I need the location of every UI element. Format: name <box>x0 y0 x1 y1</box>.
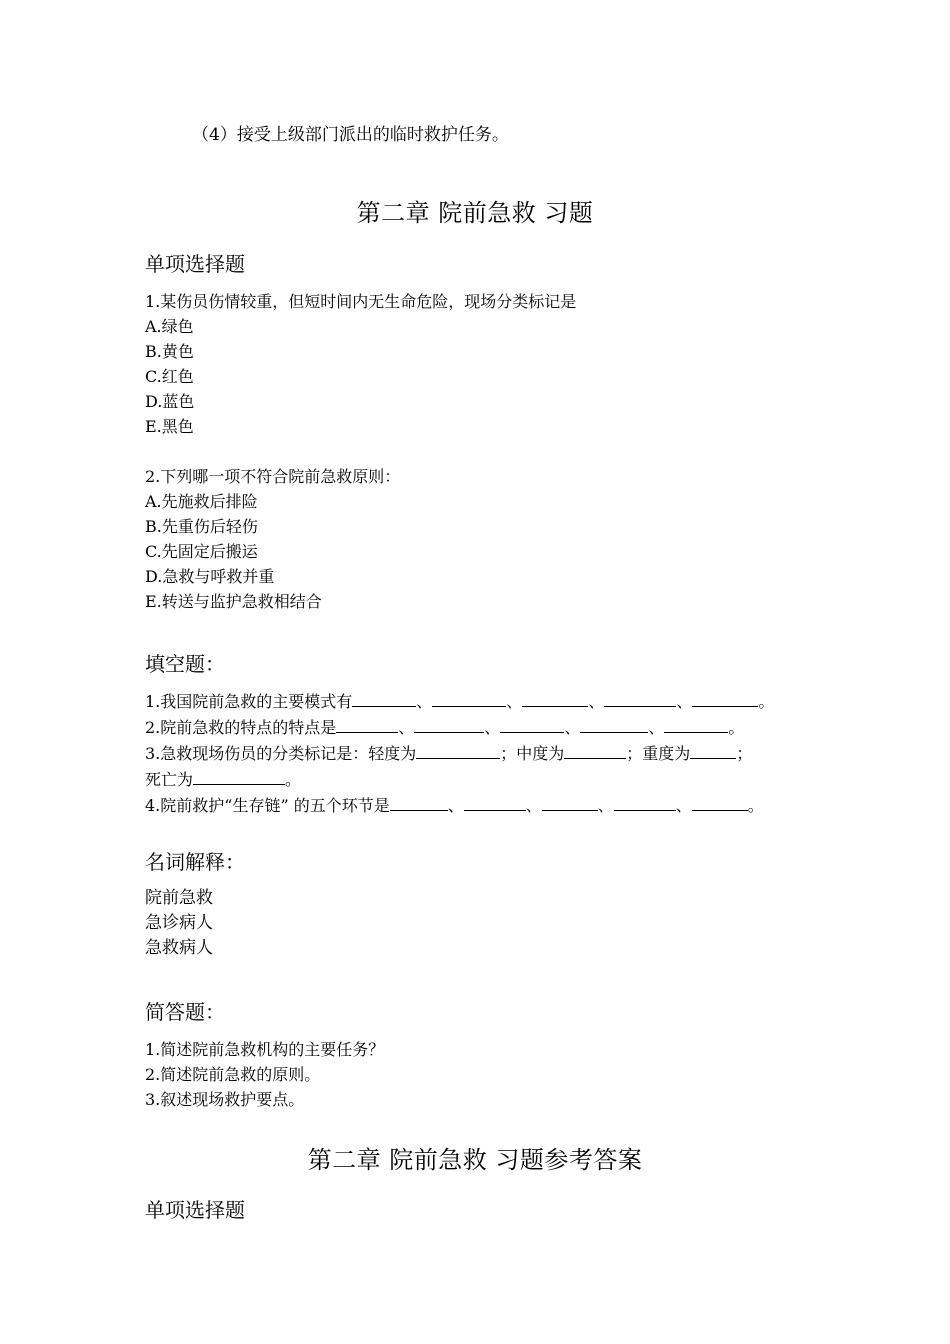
answer-blank <box>432 688 506 707</box>
question-text: 4.院前救护“生存链” 的五个环节是 <box>145 796 390 815</box>
answer-blank <box>500 714 564 733</box>
terms-heading: 名词解释： <box>145 850 245 874</box>
option: B.黄色 <box>145 342 194 361</box>
answer-blank <box>664 714 728 733</box>
fill-question-3-cont <box>145 766 774 792</box>
question-text: 3.急救现场伤员的分类标记是：轻度为 <box>145 744 417 763</box>
answer-blank <box>390 792 448 811</box>
separator: 、 <box>447 796 464 815</box>
period: 。 <box>758 692 775 711</box>
question-text: 2.院前急救的特点的特点是 <box>145 718 337 737</box>
question-text: ； <box>736 744 753 763</box>
mcq-question-1 <box>145 289 576 439</box>
separator: 、 <box>676 692 693 711</box>
separator: 、 <box>525 796 542 815</box>
answer-blank <box>690 740 736 759</box>
term-item: 急救病人 <box>145 938 213 958</box>
fill-heading: 填空题： <box>145 652 225 676</box>
separator: 、 <box>564 718 581 737</box>
option: B.先重伤后轻伤 <box>145 517 258 536</box>
mcq-heading: 单项选择题 <box>145 252 245 276</box>
answer-blank <box>522 688 588 707</box>
fill-question-3 <box>145 740 774 766</box>
answer-blank <box>614 792 676 811</box>
answer-mcq-heading: 单项选择题 <box>145 1198 245 1222</box>
short-answer-item: 2.简述院前急救的原则。 <box>145 1065 321 1084</box>
answer-blank <box>542 792 598 811</box>
separator: 、 <box>648 718 665 737</box>
answer-title: 第二章 院前急救 习题参考答案 <box>307 1146 643 1174</box>
question-text: ；中度为 <box>500 744 565 763</box>
answer-blank <box>336 714 398 733</box>
separator: 、 <box>588 692 605 711</box>
fill-question-4 <box>145 792 774 818</box>
answer-blank <box>692 688 758 707</box>
intro-line: （4）接受上级部门派出的临时救护任务。 <box>192 125 509 145</box>
short-answer-item: 1.简述院前急救机构的主要任务？ <box>145 1040 385 1059</box>
separator: 、 <box>416 692 433 711</box>
question-text: 1.我国院前急救的主要模式有 <box>145 692 353 711</box>
separator: 、 <box>484 718 501 737</box>
chapter-title: 第二章 院前急救 习题 <box>356 199 594 227</box>
option: A.先施救后排险 <box>145 492 258 511</box>
short-answer-item: 3.叙述现场救护要点。 <box>145 1090 305 1109</box>
short-answer-list <box>145 1037 384 1112</box>
answer-blank <box>604 688 676 707</box>
answer-blank <box>564 740 626 759</box>
answer-blank <box>352 688 416 707</box>
answer-blank <box>692 792 748 811</box>
option: E.黑色 <box>145 417 194 436</box>
separator: 、 <box>675 796 692 815</box>
question-text: 死亡为 <box>145 770 194 789</box>
short-answer-heading: 简答题： <box>145 1000 225 1024</box>
term-item: 急诊病人 <box>145 913 213 933</box>
fill-question-2 <box>145 714 774 740</box>
option: D.急救与呼救并重 <box>145 567 275 586</box>
separator: 、 <box>506 692 523 711</box>
answer-blank <box>414 714 484 733</box>
separator: 、 <box>597 796 614 815</box>
period: 。 <box>728 718 745 737</box>
question-text: ；重度为 <box>626 744 691 763</box>
option: C.先固定后搬运 <box>145 542 258 561</box>
option: E.转送与监护急救相结合 <box>145 592 322 611</box>
question-stem: 2.下列哪一项不符合院前急救原则： <box>145 467 401 486</box>
option: D.蓝色 <box>145 392 195 411</box>
option: A.绿色 <box>145 317 194 336</box>
fill-question-1 <box>145 688 774 714</box>
period: 。 <box>747 796 764 815</box>
fill-block <box>145 688 774 818</box>
question-stem: 1.某伤员伤情较重，但短时间内无生命危险，现场分类标记是 <box>145 292 577 311</box>
option: C.红色 <box>145 367 194 386</box>
terms-list <box>145 886 213 961</box>
answer-blank <box>580 714 648 733</box>
period: 。 <box>285 770 302 789</box>
answer-blank <box>193 766 285 785</box>
separator: 、 <box>398 718 415 737</box>
answer-blank <box>464 792 526 811</box>
term-item: 院前急救 <box>145 888 213 908</box>
mcq-question-2 <box>145 464 400 614</box>
answer-blank <box>416 740 500 759</box>
